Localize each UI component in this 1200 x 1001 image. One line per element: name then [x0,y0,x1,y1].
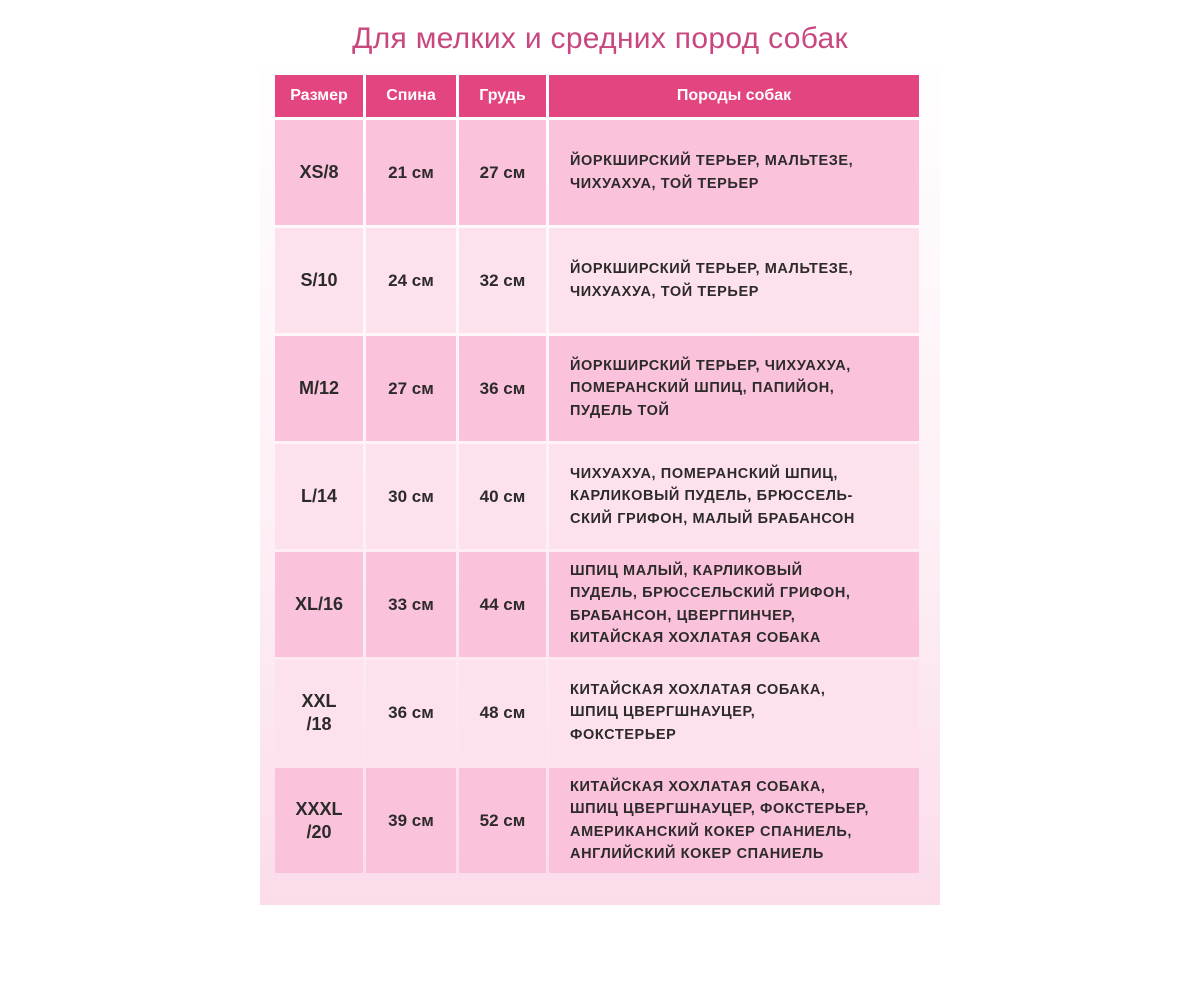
breeds-cell: ЧИХУАХУА, ПОМЕРАНСКИЙ ШПИЦ, КАРЛИКОВЫЙ ПУДЕЛЬ, БРЮССЕЛЬ- СКИЙ ГРИФОН, МАЛЫЙ БРАБАНСОН [549,444,919,549]
chest-cell: 32 см [459,228,546,333]
page-title: Для мелких и средних пород собак [352,22,848,55]
back-cell: 36 см [366,660,456,765]
header-size: Размер [275,75,363,117]
header-breeds: Породы собак [549,75,919,117]
back-cell: 33 см [366,552,456,657]
chest-cell: 27 см [459,120,546,225]
size-cell: XXL /18 [275,660,363,765]
size-cell: XXXL /20 [275,768,363,873]
chest-cell: 52 см [459,768,546,873]
back-cell: 24 см [366,228,456,333]
header-back: Спина [366,75,456,117]
size-cell: M/12 [275,336,363,441]
size-cell: XL/16 [275,552,363,657]
breeds-cell: ШПИЦ МАЛЫЙ, КАРЛИКОВЫЙ ПУДЕЛЬ, БРЮССЕЛЬСКИЙ ГРИФОН, БРАБАНСОН, ЦВЕРГПИНЧЕР, КИТАЙСКАЯ ХОХЛАТАЯ СОБАКА [549,552,919,657]
size-cell: L/14 [275,444,363,549]
breeds-cell: ЙОРКШИРСКИЙ ТЕРЬЕР, МАЛЬТЕЗЕ, ЧИХУАХУА, ТОЙ ТЕРЬЕР [549,228,919,333]
chest-cell: 40 см [459,444,546,549]
back-cell: 39 см [366,768,456,873]
header-chest: Грудь [459,75,546,117]
size-table [275,75,918,873]
breeds-cell: ЙОРКШИРСКИЙ ТЕРЬЕР, МАЛЬТЕЗЕ, ЧИХУАХУА, ТОЙ ТЕРЬЕР [549,120,919,225]
back-cell: 21 см [366,120,456,225]
back-cell: 27 см [366,336,456,441]
chest-cell: 44 см [459,552,546,657]
back-cell: 30 см [366,444,456,549]
chest-cell: 36 см [459,336,546,441]
size-cell: S/10 [275,228,363,333]
breeds-cell: ЙОРКШИРСКИЙ ТЕРЬЕР, ЧИХУАХУА, ПОМЕРАНСКИЙ ШПИЦ, ПАПИЙОН, ПУДЕЛЬ ТОЙ [549,336,919,441]
breeds-cell: КИТАЙСКАЯ ХОХЛАТАЯ СОБАКА, ШПИЦ ЦВЕРГШНАУЦЕР, ФОКСТЕРЬЕР [549,660,919,765]
chest-cell: 48 см [459,660,546,765]
size-cell: XS/8 [275,120,363,225]
breeds-cell: КИТАЙСКАЯ ХОХЛАТАЯ СОБАКА, ШПИЦ ЦВЕРГШНАУЦЕР, ФОКСТЕРЬЕР, АМЕРИКАНСКИЙ КОКЕР СПАНИЕЛЬ, АНГЛИЙСКИЙ КОКЕР СПАНИЕЛЬ [549,768,919,873]
